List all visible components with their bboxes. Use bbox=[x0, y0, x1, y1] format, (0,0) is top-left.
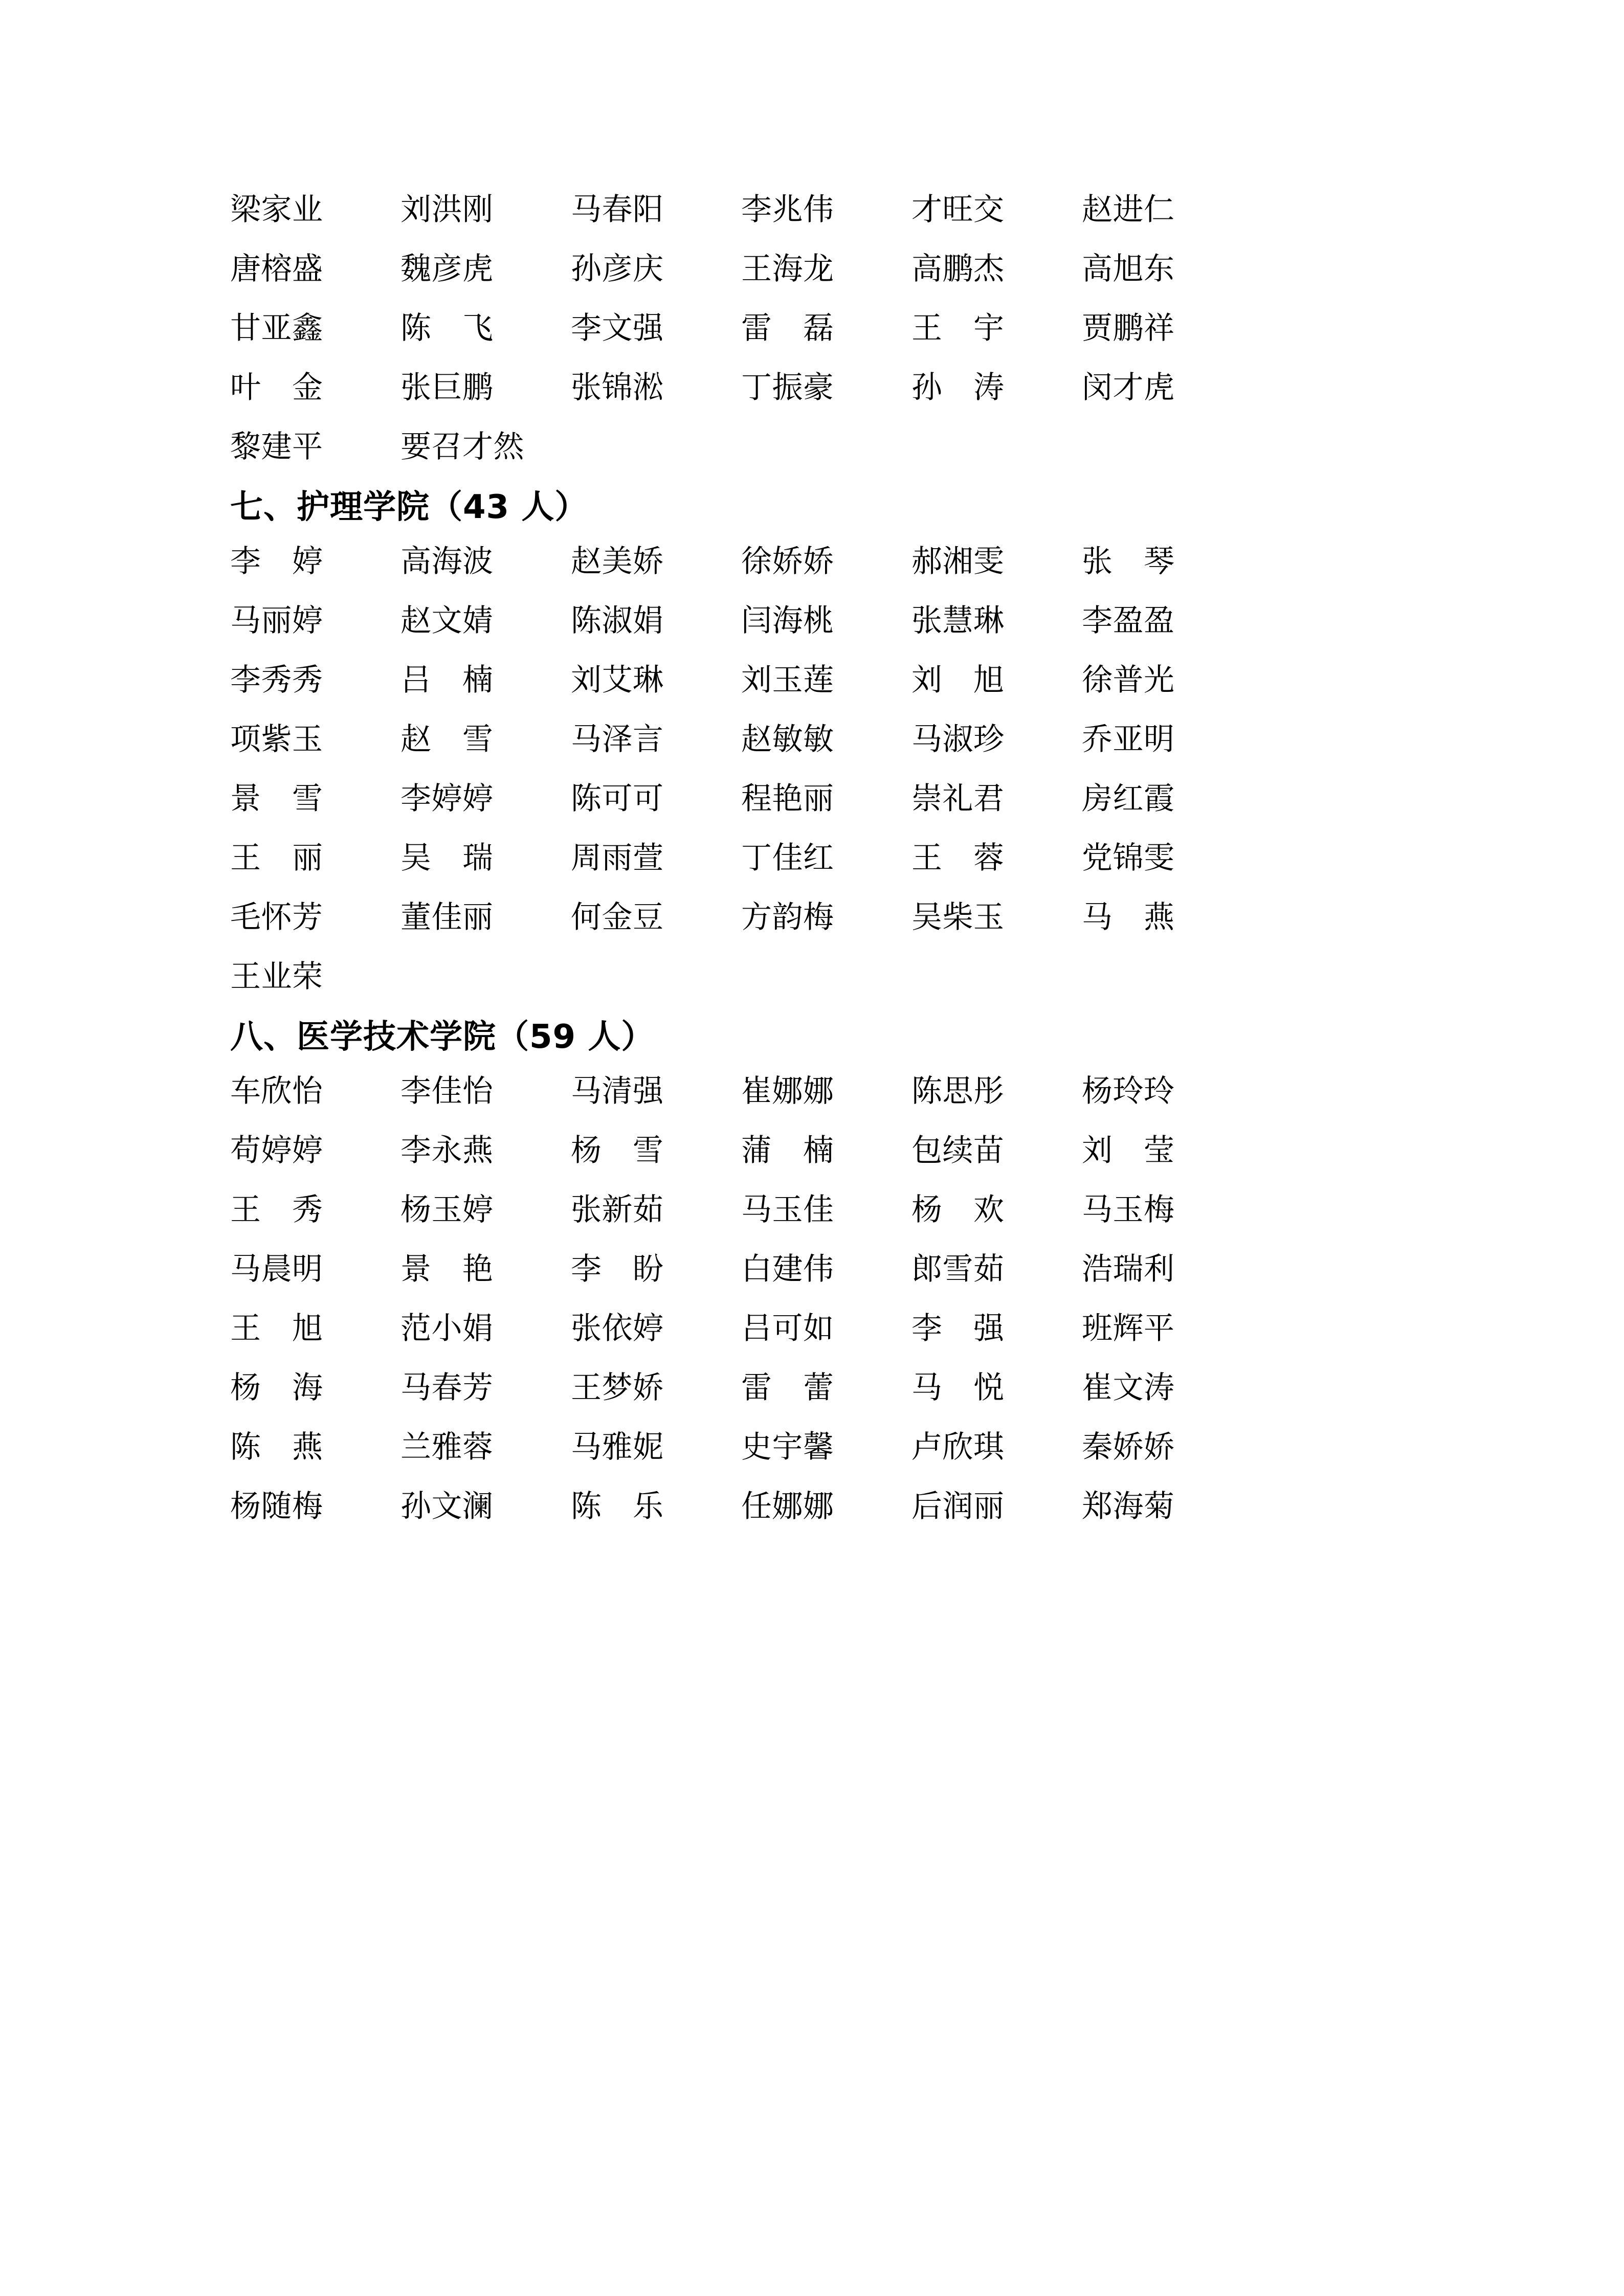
name-cell: 孙彦庆 bbox=[571, 252, 664, 286]
name-cell: 雷 磊 bbox=[741, 311, 834, 345]
name-cell: 王海龙 bbox=[741, 252, 834, 286]
name-cell: 黎建平 bbox=[230, 430, 323, 464]
name-cell: 王 秀 bbox=[230, 1193, 323, 1227]
name-cell: 项紫玉 bbox=[230, 723, 323, 756]
name-row bbox=[230, 432, 1253, 462]
name-cell: 马玉佳 bbox=[741, 1193, 834, 1227]
name-cell: 马清强 bbox=[571, 1074, 664, 1108]
name-cell: 苟婷婷 bbox=[230, 1134, 323, 1167]
name-cell: 陈可可 bbox=[571, 782, 664, 816]
name-cell: 班辉平 bbox=[1082, 1312, 1175, 1345]
name-row bbox=[230, 194, 1253, 225]
name-cell: 刘玉莲 bbox=[741, 663, 834, 697]
name-cell: 陈 飞 bbox=[401, 311, 494, 345]
name-cell: 董佳丽 bbox=[401, 901, 494, 934]
name-cell: 要召才然 bbox=[401, 430, 524, 464]
name-cell: 吕可如 bbox=[741, 1312, 834, 1345]
name-cell: 景 雪 bbox=[230, 782, 323, 816]
name-cell: 高海波 bbox=[401, 545, 494, 578]
name-cell: 赵敏敏 bbox=[741, 723, 834, 756]
name-cell: 高旭东 bbox=[1082, 252, 1175, 286]
name-cell: 任娜娜 bbox=[741, 1490, 834, 1523]
name-cell: 张依婷 bbox=[571, 1312, 664, 1345]
name-cell: 梁家业 bbox=[230, 193, 323, 227]
name-row bbox=[230, 1432, 1253, 1462]
name-cell: 孙 涛 bbox=[911, 371, 1005, 404]
name-cell: 甘亚鑫 bbox=[230, 311, 323, 345]
name-cell: 马春阳 bbox=[571, 193, 664, 227]
block-continued-names bbox=[230, 194, 1522, 462]
name-row bbox=[230, 1491, 1253, 1522]
name-cell: 杨 欢 bbox=[911, 1193, 1005, 1227]
name-cell: 闫海桃 bbox=[741, 604, 834, 638]
name-row bbox=[230, 1135, 1253, 1166]
name-cell: 史宇馨 bbox=[741, 1430, 834, 1464]
name-cell: 闵才虎 bbox=[1082, 371, 1175, 404]
name-cell: 王梦娇 bbox=[571, 1371, 664, 1405]
name-row bbox=[230, 1254, 1253, 1285]
name-cell: 马雅妮 bbox=[571, 1430, 664, 1464]
name-cell: 叶 金 bbox=[230, 371, 323, 404]
name-row bbox=[230, 783, 1253, 814]
name-cell: 李 婷 bbox=[230, 545, 323, 578]
name-cell: 马泽言 bbox=[571, 723, 664, 756]
name-cell: 马玉梅 bbox=[1082, 1193, 1175, 1227]
name-cell: 张锦淞 bbox=[571, 371, 664, 404]
name-cell: 郎雪茹 bbox=[911, 1252, 1005, 1286]
name-cell: 陈 燕 bbox=[230, 1430, 323, 1464]
name-cell: 李兆伟 bbox=[741, 193, 834, 227]
name-cell: 赵文婧 bbox=[401, 604, 494, 638]
name-cell: 李 强 bbox=[911, 1312, 1005, 1345]
name-cell: 郑海菊 bbox=[1082, 1490, 1175, 1523]
name-cell: 张新茹 bbox=[571, 1193, 664, 1227]
name-cell: 高鹏杰 bbox=[911, 252, 1005, 286]
name-row bbox=[230, 724, 1253, 755]
name-cell: 王 丽 bbox=[230, 841, 323, 875]
name-cell: 马淑珍 bbox=[911, 723, 1005, 756]
name-cell: 王 旭 bbox=[230, 1312, 323, 1345]
name-cell: 李秀秀 bbox=[230, 663, 323, 697]
name-cell: 丁振豪 bbox=[741, 371, 834, 404]
name-row bbox=[230, 843, 1253, 873]
name-row bbox=[230, 254, 1253, 284]
name-cell: 白建伟 bbox=[741, 1252, 834, 1286]
name-cell: 乔亚明 bbox=[1082, 723, 1175, 756]
name-row bbox=[230, 313, 1253, 344]
name-cell: 陈思彤 bbox=[911, 1074, 1005, 1108]
name-cell: 车欣怡 bbox=[230, 1074, 323, 1108]
name-cell: 李佳怡 bbox=[401, 1074, 494, 1108]
name-row bbox=[230, 1076, 1253, 1107]
name-cell: 贾鹏祥 bbox=[1082, 311, 1175, 345]
name-cell: 崔文涛 bbox=[1082, 1371, 1175, 1405]
name-cell: 李婷婷 bbox=[401, 782, 494, 816]
name-cell: 王业荣 bbox=[230, 960, 323, 994]
name-cell: 后润丽 bbox=[911, 1490, 1005, 1523]
name-cell: 周雨萱 bbox=[571, 841, 664, 875]
name-cell: 范小娟 bbox=[401, 1312, 494, 1345]
name-cell: 陈淑娟 bbox=[571, 604, 664, 638]
name-row bbox=[230, 961, 1253, 992]
name-cell: 陈 乐 bbox=[571, 1490, 664, 1523]
name-cell: 吴 瑞 bbox=[401, 841, 494, 875]
name-cell: 丁佳红 bbox=[741, 841, 834, 875]
name-row bbox=[230, 1372, 1253, 1403]
name-cell: 马 悦 bbox=[911, 1371, 1005, 1405]
name-cell: 张 琴 bbox=[1082, 545, 1175, 578]
name-cell: 景 艳 bbox=[401, 1252, 494, 1286]
name-cell: 徐娇娇 bbox=[741, 545, 834, 578]
block-medical-technology-college bbox=[230, 1018, 1522, 1523]
name-cell: 刘洪刚 bbox=[401, 193, 494, 227]
name-cell: 方韵梅 bbox=[741, 901, 834, 934]
name-cell: 李文强 bbox=[571, 311, 664, 345]
name-cell: 刘艾琳 bbox=[571, 663, 664, 697]
name-cell: 马 燕 bbox=[1082, 901, 1175, 934]
name-cell: 兰雅蓉 bbox=[401, 1430, 494, 1464]
name-cell: 马晨明 bbox=[230, 1252, 323, 1286]
name-row bbox=[230, 902, 1253, 933]
name-cell: 雷 蕾 bbox=[741, 1371, 834, 1405]
name-cell: 魏彦虎 bbox=[401, 252, 494, 286]
name-row bbox=[230, 546, 1253, 577]
name-cell: 毛怀芳 bbox=[230, 901, 323, 934]
name-cell: 杨随梅 bbox=[230, 1490, 323, 1523]
name-cell: 秦娇娇 bbox=[1082, 1430, 1175, 1464]
name-cell: 李永燕 bbox=[401, 1134, 494, 1167]
name-cell: 张慧琳 bbox=[911, 604, 1005, 638]
name-cell: 杨 海 bbox=[230, 1371, 323, 1405]
name-row bbox=[230, 1313, 1253, 1344]
name-cell: 卢欣琪 bbox=[911, 1430, 1005, 1464]
name-cell: 唐榕盛 bbox=[230, 252, 323, 286]
name-cell: 才旺交 bbox=[911, 193, 1005, 227]
name-cell: 程艳丽 bbox=[741, 782, 834, 816]
name-cell: 杨 雪 bbox=[571, 1134, 664, 1167]
name-cell: 蒲 楠 bbox=[741, 1134, 834, 1167]
name-cell: 张巨鹏 bbox=[401, 371, 494, 404]
name-cell: 马春芳 bbox=[401, 1371, 494, 1405]
name-cell: 包续苗 bbox=[911, 1134, 1005, 1167]
name-cell: 浩瑞利 bbox=[1082, 1252, 1175, 1286]
name-cell: 赵美娇 bbox=[571, 545, 664, 578]
name-row bbox=[230, 665, 1253, 695]
document-body bbox=[230, 194, 1522, 1522]
block-nursing-college bbox=[230, 488, 1522, 994]
name-cell: 刘 旭 bbox=[911, 663, 1005, 697]
name-row bbox=[230, 605, 1253, 636]
name-row bbox=[230, 1195, 1253, 1225]
name-cell: 吴柴玉 bbox=[911, 901, 1005, 934]
name-cell: 王 蓉 bbox=[911, 841, 1005, 875]
name-cell: 崔娜娜 bbox=[741, 1074, 834, 1108]
name-cell: 杨玲玲 bbox=[1082, 1074, 1175, 1108]
name-cell: 徐普光 bbox=[1082, 663, 1175, 697]
name-cell: 杨玉婷 bbox=[401, 1193, 494, 1227]
name-cell: 何金豆 bbox=[571, 901, 664, 934]
section-heading: 八、医学技术学院（59 人） bbox=[230, 1018, 655, 1056]
name-row bbox=[230, 372, 1253, 403]
name-cell: 马丽婷 bbox=[230, 604, 323, 638]
name-cell: 王 宇 bbox=[911, 311, 1005, 345]
name-cell: 赵 雪 bbox=[401, 723, 494, 756]
name-cell: 崇礼君 bbox=[911, 782, 1005, 816]
name-cell: 吕 楠 bbox=[401, 663, 494, 697]
name-cell: 房红霞 bbox=[1082, 782, 1175, 816]
name-cell: 刘 莹 bbox=[1082, 1134, 1175, 1167]
name-cell: 赵进仁 bbox=[1082, 193, 1175, 227]
name-cell: 党锦雯 bbox=[1082, 841, 1175, 875]
name-cell: 孙文澜 bbox=[401, 1490, 494, 1523]
name-cell: 郝湘雯 bbox=[911, 545, 1005, 578]
name-cell: 李 盼 bbox=[571, 1252, 664, 1286]
name-cell: 李盈盈 bbox=[1082, 604, 1175, 638]
section-heading: 七、护理学院（43 人） bbox=[230, 488, 588, 526]
